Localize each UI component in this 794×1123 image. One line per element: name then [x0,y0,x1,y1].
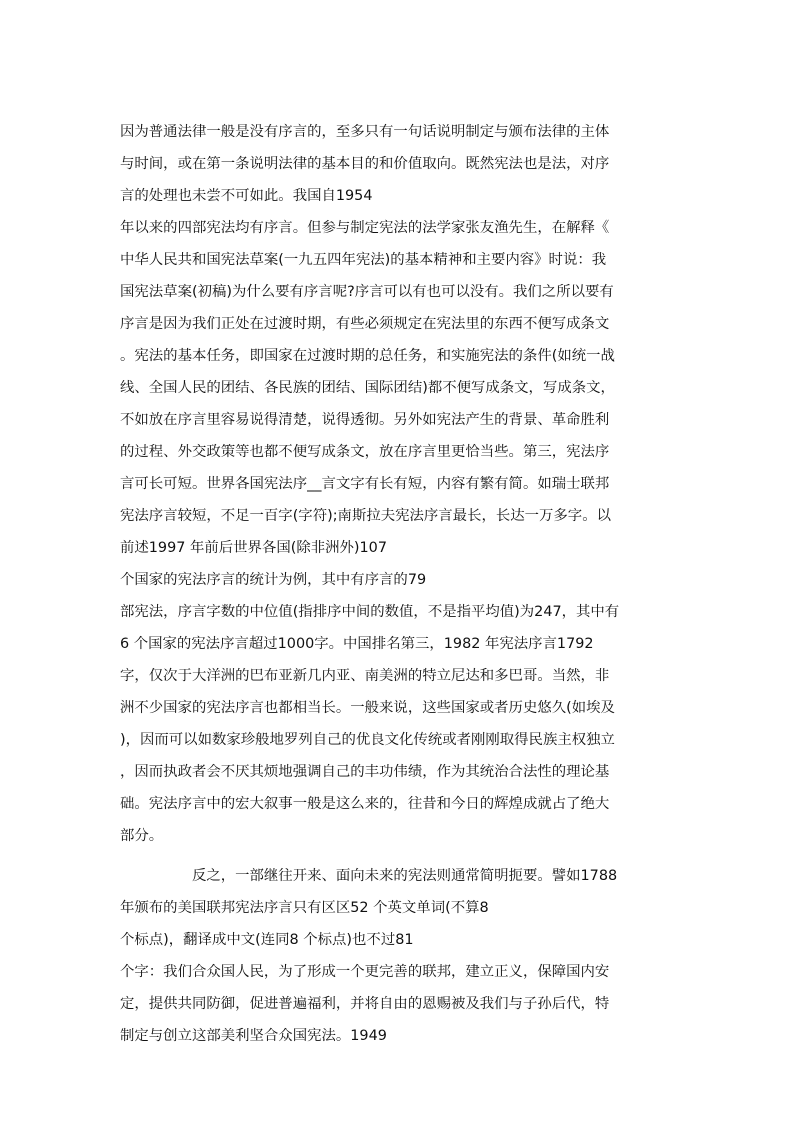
text-line: 国宪法草案(初稿)为什么要有序言呢?序言可以有也可以没有。我们之所以要有 [120,284,614,300]
text-line: 年以来的四部宪法均有序言。但参与制定宪法的法学家张友渔先生，在解释《 [120,220,610,236]
text-line: 的过程、外交政策等也都不便写成条文，放在序言里更恰当些。第三，宪法序 [120,444,610,460]
text-line: 言可长可短。世界各国宪法序__言文字有长有短，内容有繁有简。如瑞士联邦 [120,476,610,492]
text-line: 前述1997 年前后世界各国(除非洲外)107 [120,540,387,556]
text-line: 部宪法，序言字数的中位值(指排序中间的数值，不是指平均值)为247，其中有 [120,604,620,620]
text-line: 中华人民共和国宪法草案(一九五四年宪法)的基本精神和主要内容》时说：我 [120,252,607,268]
text-line: 个字：我们合众国人民，为了形成一个更完善的联邦，建立正义，保障国内安 [120,964,610,980]
text-line: 宪法序言较短，不足一百字(字符);南斯拉夫宪法序言最长，长达一万多字。以 [120,508,611,524]
text-line: 反之，一部继往开来、面向未来的宪法则通常简明扼要。譬如1788 [120,868,618,884]
text-line: 础。宪法序言中的宏大叙事一般是这么来的，往昔和今日的辉煌成就占了绝大 [120,796,610,812]
text-line: 个国家的宪法序言的统计为例，其中有序言的79 [120,572,427,588]
text-line: )，因而可以如数家珍般地罗列自己的优良文化传统或者刚刚取得民族主权独立 [120,732,615,748]
text-line: 年颁布的美国联邦宪法序言只有区区52 个英文单词(不算8 [120,900,489,916]
text-line: 字，仅次于大洋洲的巴布亚新几内亚、南美洲的特立尼达和多巴哥。当然，非 [120,668,610,684]
text-line: 言的处理也未尝不可如此。我国自1954 [120,188,373,204]
text-line: ，因而执政者会不厌其烦地强调自己的丰功伟绩，作为其统治合法性的理论基 [120,764,610,780]
text-line: 。宪法的基本任务，即国家在过渡时期的总任务，和实施宪法的条件(如统一战 [120,348,615,364]
text-line: 6 个国家的宪法序言超过1000字。中国排名第三，1982 年宪法序言1792 [120,636,594,652]
text-line: 不如放在序言里容易说得清楚，说得透彻。另外如宪法产生的背景、革命胜利 [120,412,610,428]
text-line: 制定与创立这部美利坚合众国宪法。1949 [120,1028,387,1044]
text-line: 线、全国人民的团结、各民族的团结、国际团结)都不便写成条文，写成条文， [120,380,615,396]
text-line: 个标点)，翻译成中文(连同8 个标点)也不过81 [120,932,414,948]
text-line: 洲不少国家的宪法序言也都相当长。一般来说，这些国家或者历史悠久(如埃及 [120,700,615,716]
text-line: 序言是因为我们正处在过渡时期，有些必须规定在宪法里的东西不便写成条文 [120,316,610,332]
text-line: 与时间，或在第一条说明法律的基本目的和价值取向。既然宪法也是法，对序 [120,156,610,172]
text-line: 部分。 [120,828,164,844]
text-line: 定，提供共同防御，促进普遍福利，并将自由的恩赐被及我们与子孙后代，特 [120,996,610,1012]
text-line: 因为普通法律一般是没有序言的，至多只有一句话说明制定与颁布法律的主体 [120,124,610,140]
